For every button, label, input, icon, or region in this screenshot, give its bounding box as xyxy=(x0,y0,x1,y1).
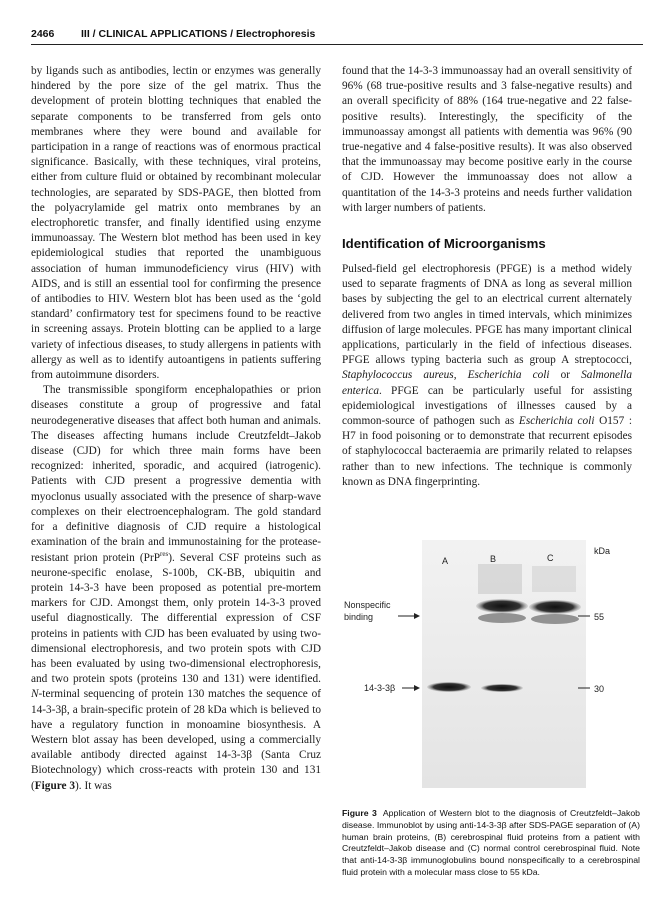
species-name: Escherichia coli xyxy=(467,369,550,382)
lane-c-smear xyxy=(532,566,576,592)
text-run: ). Several CSF proteins such as neurone-specific enolase, S-100b, CK-BB, ubiquitin and protein 14-3-3 have been proposed as potential pre-mortem markers for CJD. Amongst them, only protein 14-3-3 proved useful diagnostically. The differential expression of CSF proteins in patients with CJD has been evaluated by using two-dimensional electrophoresis, and two protein spots with CJD has been evaluated by using two-dimensional electrophoresis, and two protein spots (proteins 130 and 131) were identified. xyxy=(31,551,321,686)
text-run: -terminal sequencing of protein 130 matches the sequence of 14-3-3β, a brain-specific protein of 28 kDa which is believed to have a regulatory function in monoamine biosynthesis. A Western blot assay has been developed, using a commercially available antibody directed against 14-3-3β (Santa Cruz Biotechnology) which cross-reacts with protein 130 and 131 ( xyxy=(31,688,321,792)
page-number: 2466 xyxy=(31,28,55,40)
paragraph-prion-diseases xyxy=(31,383,321,793)
right-column xyxy=(342,64,632,490)
italic-n: N xyxy=(31,688,39,701)
figure-3 xyxy=(342,538,642,800)
band-lane-a-14-3-3 xyxy=(427,682,471,692)
unit-label: kDa xyxy=(594,546,611,556)
marker-label-30: 30 xyxy=(594,684,605,694)
text-run: The transmissible spongiform encephalopathies or prion diseases constitute a group of progressive and fatal neurodegenerative diseases that affect both human and animals. The diseases affecting humans include Creutzfeldt–Jakob disease (CJD) for which three main forms have been recognized: inherited, sporadic, and acquired (iatrogenic). Patients with CJD present a progressive dementia with myoclonus usually associated with the presence of sharp-wave complexes on their electroencephalogram. The gold standard for a definitive diagnosis of CJD require a histological examination of the brain and immunostaining for the protease-resistant prion protein (PrP xyxy=(31,384,321,564)
marker-label-55: 55 xyxy=(594,612,605,622)
label-nonspecific-line1: Nonspecific xyxy=(344,600,391,610)
section-heading: Identification of Microorganisms xyxy=(342,236,546,252)
lane-label-c: C xyxy=(547,553,554,563)
band-lane-c-55 xyxy=(529,600,581,614)
band-lane-b-14-3-3 xyxy=(481,684,523,692)
western-blot-figure xyxy=(342,538,642,800)
figure-reference: Figure 3 xyxy=(34,779,76,792)
text-run: ). It was xyxy=(75,779,112,792)
arrow-14-3-3-head xyxy=(414,685,420,691)
header-rule xyxy=(31,44,643,45)
left-column xyxy=(31,64,321,794)
figure-caption-label: Figure 3 xyxy=(342,808,377,818)
text-run: Pulsed-field gel electrophoresis (PFGE) is a method widely used to separate fragments of DNA as long as several million bases by subjecting the gel to an electrical current alternately delivered from two angles in timed intervals, which minimizes diffusion of large molecules. PFGE has many important clinical applications, particularly in the field of infectious diseases. PFGE allows typing bacteria such as group A streptococci, xyxy=(342,263,632,367)
lane-b-smear xyxy=(478,564,522,594)
lane-label-a: A xyxy=(442,556,449,566)
figure-caption xyxy=(342,808,640,879)
species-name: Escherichia coli xyxy=(518,415,595,428)
text-run: , xyxy=(453,369,457,382)
band-lane-c-55-lower xyxy=(531,614,579,624)
superscript-res: res xyxy=(160,549,169,558)
paragraph-protein-blotting: by ligands such as antibodies, lectin or enzymes was generally hindered by the pore size of the gel matrix. Thus the development of protein blotting techniques that enabled the separate components to be transferred from gels onto membranes where they were bound and available for participation in a range of reactions was of enormous practical significance. Basically, with these techniques, viral proteins, either from culture fluid or obtained by recombinant molecular technologies, are separated by SDS-PAGE, then blotted from the polyacrylamide gel matrix onto membranes by an electrophoretic transfer, and finally identified using enzyme immunoassay. The Western blot method has been used in key epidemiological studies that reported the unambiguous association of human immunodeficiency virus (HIV) with AIDS, and is still an essential tool for confirming the presence of antibodies to HIV. Western blot has been used as the ‘gold standard’ confirmatory test for specimens found to be reactive in screening assays. Protein blotting can be applied to a large variety of infectious diseases, to study allergens in patients with allergy as well as to identify autoantigens in patients suffering from autoimmune disorders. xyxy=(31,65,321,382)
species-name: Staphylococcus aureus xyxy=(342,369,454,382)
text-run: O157 : H7 in food poisoning or to demonstrate that recurrent episodes of staphylococcal bacteraemia are primarily related to relapses rather than to new infections. The technique is commonly known as DNA fingerprinting. xyxy=(342,415,632,488)
text-run: or xyxy=(560,369,571,382)
section-path: III / CLINICAL APPLICATIONS / Electrophoresis xyxy=(81,28,316,40)
text-run: . PFGE can be particularly useful for assisting epidemiological investigations of illnesses caused by a common-source of pathogen such as xyxy=(342,384,632,428)
label-nonspecific-line2: binding xyxy=(344,612,374,622)
species-name: Salmonella enterica xyxy=(342,369,632,397)
label-14-3-3-beta: 14-3-3β xyxy=(364,683,396,693)
lane-label-b: B xyxy=(490,554,497,564)
arrow-nonspecific-head xyxy=(414,613,420,619)
band-lane-b-55-lower xyxy=(478,613,526,623)
paragraph-pfge xyxy=(342,262,632,490)
paragraph-immunoassay-results: found that the 14-3-3 immunoassay had an overall sensitivity of 96% (68 true-positive results and 3 false-negative results) and an overall specificity of 88% (164 true-negative and 22 false-positive results). Interestingly, the specificity of the immunoassay amongst all patients with dementia was 96% (90 true-negative and 4 false-positive results). It was also observed that the immunoassay may become positive early in the course of CJD. However the immunoassay does not allow a quantitation of the 14-3-3 proteins and needs further validation with larger numbers of patients. xyxy=(342,65,632,214)
figure-caption-text: Application of Western blot to the diagnosis of Creutzfeldt–Jakob disease. Immunoblot by using anti-14-3-3β after SDS-PAGE separation of (A) human brain proteins, (B) cerebrospinal fluid proteins from a patient with Creutzfeldt–Jakob disease and (C) normal control cerebrospinal fluid. Note that anti-14-3-3β immunoglobulins bound nonspecifically to a cerebrospinal fluid protein with a molecular mass close to 55 kDa. xyxy=(342,808,641,877)
band-lane-b-55 xyxy=(476,599,528,613)
